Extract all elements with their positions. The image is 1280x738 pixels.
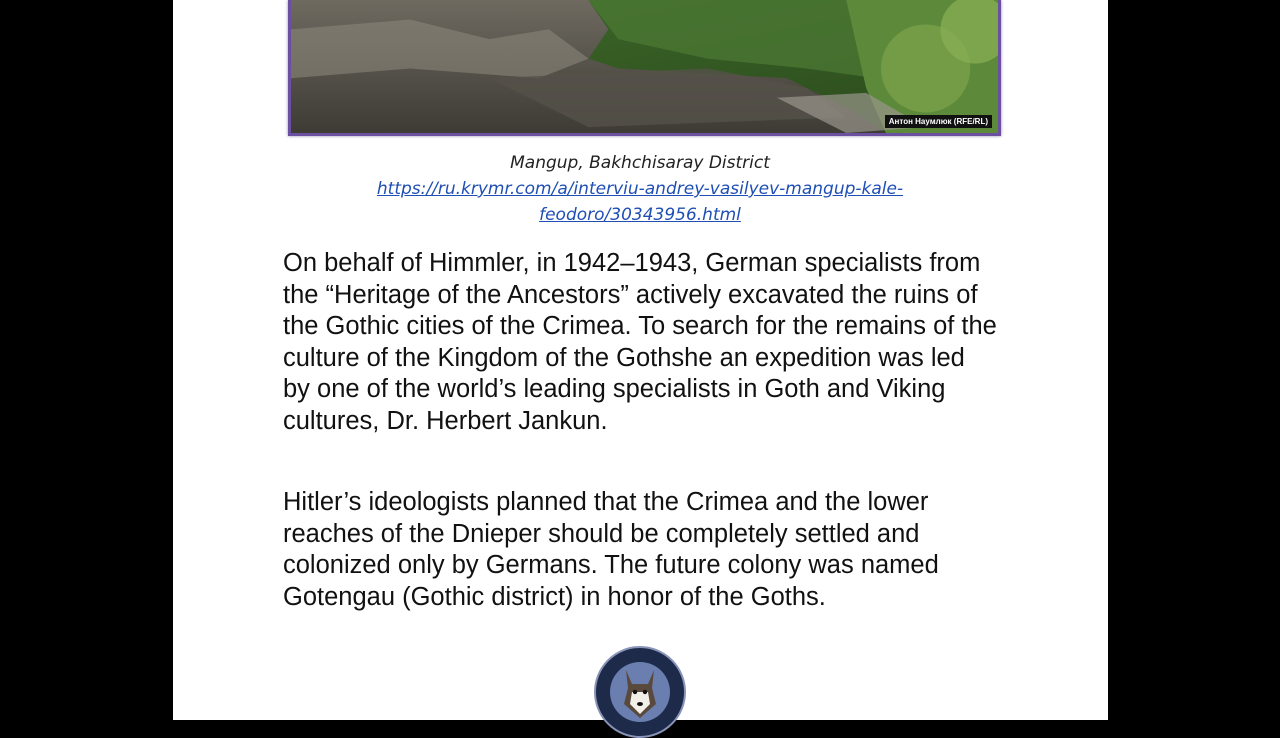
- source-link[interactable]: [280, 176, 1000, 228]
- mangup-photo: [288, 0, 1001, 136]
- paragraph-gotengau-colony: Hitler’s ideologists planned that the Crimea and the lower reaches of the Dnieper should be completely settled and colonized only by Germans. The future colony was named Gotengau (Gothic district) in honor of the Goths.: [283, 488, 939, 611]
- paragraph-himmler-excavations: On behalf of Himmler, in 1942–1943, German specialists from the “Heritage of the Ancestors” actively excavated the ruins of the Gothic cities of the Crimea. To search for the remains of the culture of the Kingdom of the Gothshe an expedition was led by one of the world’s leading specialists in Goth and Viking cultures, Dr. Herbert Jankun.: [283, 249, 997, 435]
- husky-logo: [594, 646, 686, 738]
- source-link-line1[interactable]: https://ru.krymr.com/a/interviu-andrey-vasilyev-mangup-kale-: [376, 179, 904, 199]
- photo-caption: Mangup, Bakhchisaray District: [510, 153, 770, 173]
- photo-credit: Антон Наумлюк (RFE/RL): [885, 115, 992, 128]
- source-link-line2[interactable]: feodoro/30343956.html: [539, 205, 741, 225]
